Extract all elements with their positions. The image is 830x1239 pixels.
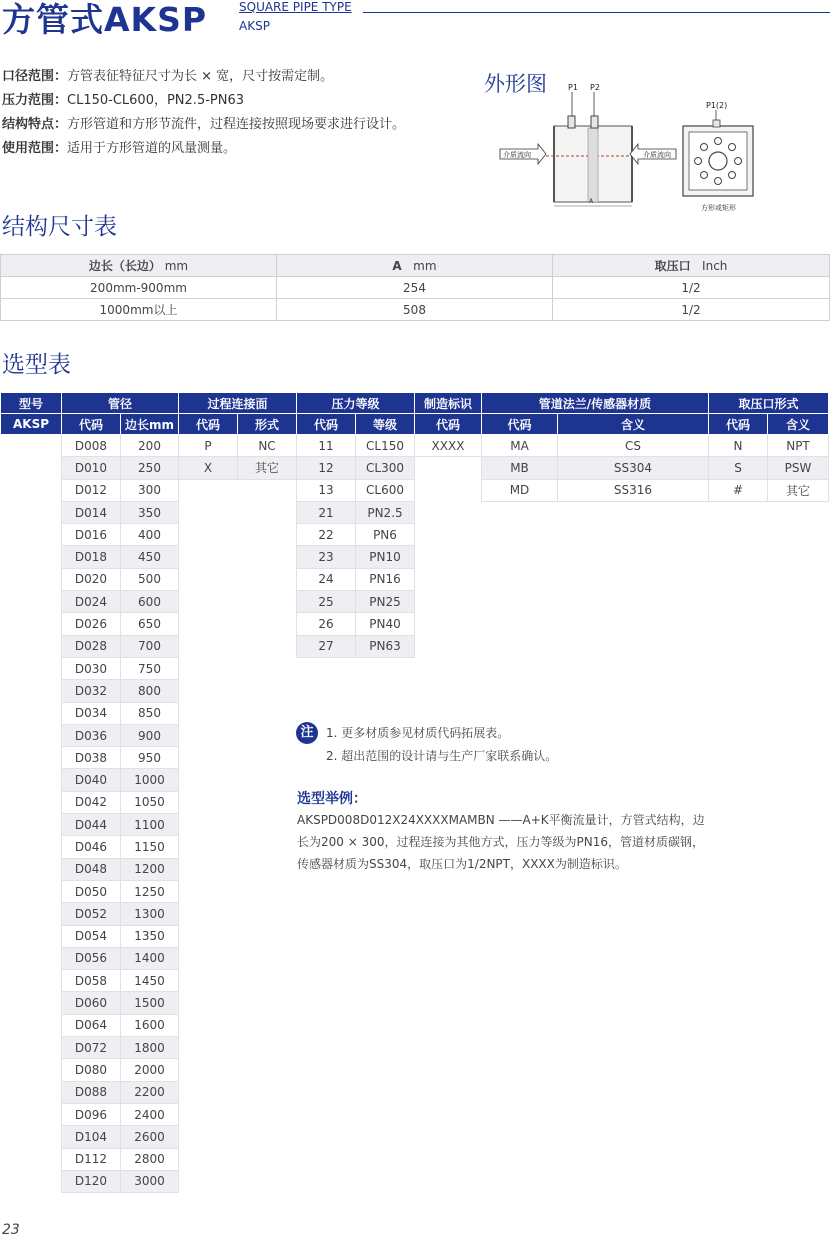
- table-cell: D038: [62, 747, 121, 769]
- table-row: [1, 947, 829, 969]
- table-cell: 23: [297, 546, 356, 568]
- table-row: [1, 457, 829, 479]
- table-cell: 1200: [121, 858, 179, 880]
- table-cell: 1500: [121, 992, 179, 1014]
- note-icon: 注: [296, 722, 318, 744]
- table-row: [1, 903, 829, 925]
- table-cell: XXXX: [415, 435, 482, 457]
- structure-col-a: A mm: [277, 255, 553, 277]
- table-cell: N: [709, 435, 768, 457]
- table-row: [1, 1170, 829, 1192]
- label-p12: P1(2): [706, 101, 728, 110]
- table-cell: 2800: [121, 1148, 179, 1170]
- table-cell: 650: [121, 613, 179, 635]
- note-item: 2. 超出范围的设计请与生产厂家联系确认。: [326, 749, 558, 763]
- diagram-caption: 方形或矩形: [701, 204, 736, 212]
- table-cell: 1150: [121, 836, 179, 858]
- table-row: [1, 546, 829, 568]
- table-cell: NC: [238, 435, 297, 457]
- table-cell: MA: [482, 435, 558, 457]
- subtitle-code: AKSP: [239, 19, 270, 33]
- tap-p1: [568, 116, 575, 128]
- table-row: [1, 702, 829, 724]
- table-row: [1, 880, 829, 902]
- spec-line-usage: 使用范围：适用于方形管道的风量测量。: [2, 141, 237, 156]
- table-cell: D012: [62, 479, 121, 501]
- table-row: [1, 435, 829, 457]
- table-cell: 900: [121, 724, 179, 746]
- table-cell: D080: [62, 1059, 121, 1081]
- table-cell: D034: [62, 702, 121, 724]
- table-cell: 800: [121, 680, 179, 702]
- table-cell: 350: [121, 501, 179, 523]
- table-cell: 500: [121, 568, 179, 590]
- table-cell: D104: [62, 1126, 121, 1148]
- table-row: 1000mm以上 508 1/2: [1, 299, 830, 321]
- selection-table: [0, 392, 829, 1193]
- table-cell: 2400: [121, 1103, 179, 1125]
- table-cell: 其它: [238, 457, 297, 479]
- example-title: 选型举例：: [297, 791, 367, 807]
- table-cell: 400: [121, 524, 179, 546]
- table-cell: 200: [121, 435, 179, 457]
- table-cell: 300: [121, 479, 179, 501]
- table-cell: D056: [62, 947, 121, 969]
- table-row: [1, 568, 829, 590]
- subtitle-english: SQUARE PIPE TYPE: [239, 0, 352, 14]
- table-cell: 22: [297, 524, 356, 546]
- label-p2: P2: [590, 83, 600, 92]
- spec-line-structure: 结构特点：方形管道和方形节流件，过程连接按照现场要求进行设计。: [2, 117, 406, 132]
- table-cell: PN2.5: [356, 501, 415, 523]
- table-cell: 1450: [121, 970, 179, 992]
- svg-text:介质流向: 介质流向: [643, 151, 671, 159]
- structure-table: [0, 254, 830, 321]
- header-divider: [363, 12, 830, 13]
- table-cell: D024: [62, 591, 121, 613]
- structure-section-title: 结构尺寸表: [2, 214, 117, 240]
- svg-text:介质流向: 介质流向: [503, 151, 531, 159]
- table-cell: 25: [297, 591, 356, 613]
- outline-diagram: [490, 78, 790, 218]
- table-cell: 950: [121, 747, 179, 769]
- table-cell: D040: [62, 769, 121, 791]
- table-cell: 1400: [121, 947, 179, 969]
- selection-group-header: 型号 管径 过程连接面 压力等级 制造标识 管道法兰/传感器材质 取压口形式: [1, 393, 829, 414]
- table-cell: 24: [297, 568, 356, 590]
- selection-sub-header: AKSP 代码 边长mm 代码 形式 代码 等级 代码 代码 含义 代码 含义: [1, 414, 829, 435]
- table-cell: P: [179, 435, 238, 457]
- dim-a: A: [589, 198, 594, 205]
- table-row: [1, 680, 829, 702]
- table-cell: D096: [62, 1103, 121, 1125]
- page-number: 23: [2, 1222, 20, 1238]
- table-cell: 12: [297, 457, 356, 479]
- table-cell: D072: [62, 1037, 121, 1059]
- table-cell: MB: [482, 457, 558, 479]
- table-cell: MD: [482, 479, 558, 501]
- table-row: [1, 657, 829, 679]
- structure-header-row: [1, 255, 830, 277]
- example-text: AKSPD008D012X24XXXXMAMBN ——A+K平衡流量计，方管式结构，边长为200 × 300，过程连接为其他方式，压力等级为PN16，管道材质碳钢，传感器材质为SS304，取压口为1/2NPT，XXXX为制造标识。: [297, 813, 705, 871]
- table-cell: 1100: [121, 814, 179, 836]
- table-cell: D060: [62, 992, 121, 1014]
- table-row: [1, 613, 829, 635]
- table-row: [1, 1081, 829, 1103]
- tap-p2: [591, 116, 598, 128]
- table-cell: 750: [121, 657, 179, 679]
- table-cell: D016: [62, 524, 121, 546]
- table-cell: NPT: [768, 435, 829, 457]
- table-cell: D008: [62, 435, 121, 457]
- table-cell: D054: [62, 925, 121, 947]
- table-cell: D036: [62, 724, 121, 746]
- table-cell: 13: [297, 479, 356, 501]
- table-cell: D014: [62, 501, 121, 523]
- table-cell: 11: [297, 435, 356, 457]
- table-cell: CL600: [356, 479, 415, 501]
- table-cell: 其它: [768, 479, 829, 501]
- table-cell: 1350: [121, 925, 179, 947]
- table-cell: D026: [62, 613, 121, 635]
- table-cell: CL150: [356, 435, 415, 457]
- table-cell: D030: [62, 657, 121, 679]
- table-row: [1, 970, 829, 992]
- table-row: 200mm-900mm 254 1/2: [1, 277, 830, 299]
- table-cell: D112: [62, 1148, 121, 1170]
- table-cell: D052: [62, 903, 121, 925]
- label-p1: P1: [568, 83, 578, 92]
- table-cell: 700: [121, 635, 179, 657]
- table-cell: PN6: [356, 524, 415, 546]
- table-cell: PN25: [356, 591, 415, 613]
- table-row: [1, 479, 829, 501]
- table-cell: PN40: [356, 613, 415, 635]
- table-cell: 1600: [121, 1014, 179, 1036]
- table-cell: 26: [297, 613, 356, 635]
- table-cell: #: [709, 479, 768, 501]
- table-cell: SS304: [558, 457, 709, 479]
- structure-col-tap: 取压口 Inch: [553, 255, 830, 277]
- table-cell: 1800: [121, 1037, 179, 1059]
- table-row: [1, 1014, 829, 1036]
- table-cell: D018: [62, 546, 121, 568]
- table-cell: PN63: [356, 635, 415, 657]
- table-row: [1, 591, 829, 613]
- table-cell: 1000: [121, 769, 179, 791]
- table-cell: D032: [62, 680, 121, 702]
- table-cell: 850: [121, 702, 179, 724]
- table-cell: D020: [62, 568, 121, 590]
- table-cell: 21: [297, 501, 356, 523]
- table-cell: PSW: [768, 457, 829, 479]
- table-cell: 3000: [121, 1170, 179, 1192]
- table-cell: D050: [62, 880, 121, 902]
- table-row: [1, 1059, 829, 1081]
- table-cell: D010: [62, 457, 121, 479]
- table-cell: PN16: [356, 568, 415, 590]
- table-row: [1, 769, 829, 791]
- table-cell: 600: [121, 591, 179, 613]
- table-cell: 2200: [121, 1081, 179, 1103]
- table-cell: 1050: [121, 791, 179, 813]
- page-title: 方管式AKSP: [2, 0, 208, 39]
- table-cell: D042: [62, 791, 121, 813]
- table-cell: PN10: [356, 546, 415, 568]
- table-cell: 27: [297, 635, 356, 657]
- table-row: [1, 992, 829, 1014]
- table-cell: D058: [62, 970, 121, 992]
- table-row: [1, 501, 829, 523]
- table-cell: 250: [121, 457, 179, 479]
- note-item: 1. 更多材质参见材质代码拓展表。: [326, 726, 510, 740]
- spec-line-pressure: 压力范围：CL150-CL600，PN2.5-PN63: [2, 93, 245, 108]
- table-cell: 2000: [121, 1059, 179, 1081]
- table-cell: D120: [62, 1170, 121, 1192]
- table-row: [1, 1037, 829, 1059]
- table-cell: 2600: [121, 1126, 179, 1148]
- table-row: [1, 635, 829, 657]
- table-cell: D064: [62, 1014, 121, 1036]
- table-cell: CL300: [356, 457, 415, 479]
- table-cell: D048: [62, 858, 121, 880]
- selection-section-title: 选型表: [2, 352, 71, 378]
- table-cell: D046: [62, 836, 121, 858]
- table-row: [1, 1126, 829, 1148]
- diagram-title: 外形图: [484, 72, 547, 96]
- table-cell: D044: [62, 814, 121, 836]
- table-row: [1, 524, 829, 546]
- table-row: [1, 1148, 829, 1170]
- table-row: [1, 1103, 829, 1125]
- table-cell: 1300: [121, 903, 179, 925]
- spec-line-size: 口径范围：方管表征特征尺寸为长 × 宽，尺寸按需定制。: [2, 69, 334, 84]
- table-cell: D088: [62, 1081, 121, 1103]
- structure-col-side: 边长（长边） mm: [1, 255, 277, 277]
- table-row: [1, 925, 829, 947]
- table-cell: X: [179, 457, 238, 479]
- table-cell: S: [709, 457, 768, 479]
- table-cell: CS: [558, 435, 709, 457]
- table-cell: D028: [62, 635, 121, 657]
- table-cell: 450: [121, 546, 179, 568]
- table-cell: 1250: [121, 880, 179, 902]
- table-cell: SS316: [558, 479, 709, 501]
